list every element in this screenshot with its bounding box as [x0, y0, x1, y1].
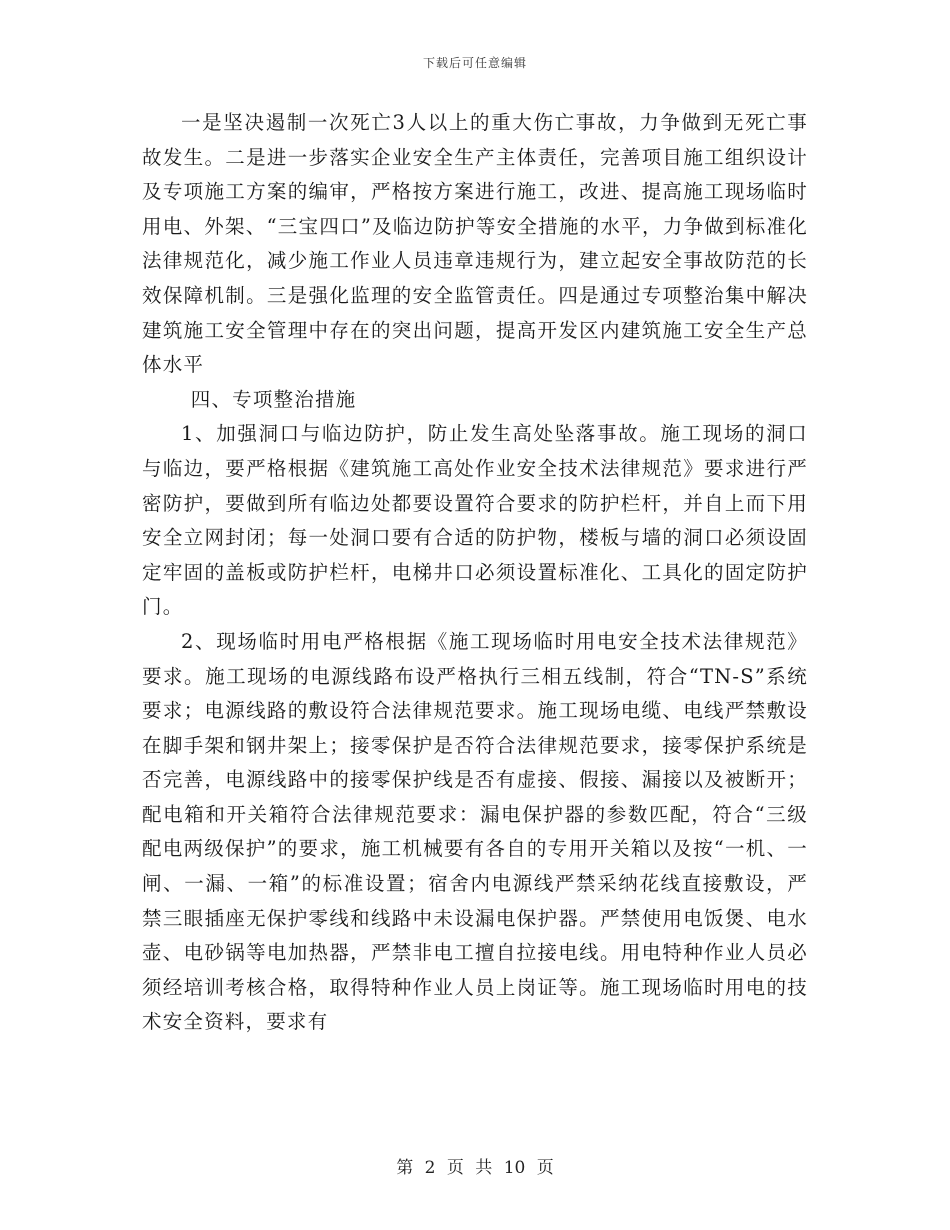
page-header-note: 下载后可任意编辑: [422, 56, 527, 70]
document-body: [142, 106, 808, 1040]
paragraph-goals: 一是坚决遏制一次死亡3人以上的重大伤亡事故，力争做到无死亡事故发生。二是进一步落实企业安全生产主体责任，完善项目施工组织设计及专项施工方案的编审，严格按方案进行施工，改进、提高施工现场临时用电、外架、“三宝四口”及临边防护等安全措施的水平，力争做到标准化法律规范化，减少施工作业人员违章违规行为，建立起安全事故防范的长效保障机制。三是强化监理的安全监管责任。四是通过专项整治集中解决建筑施工安全管理中存在的突出问题，提高开发区内建筑施工安全生产总体水平: [142, 111, 808, 377]
page-number: 第 2 页 共 10 页: [396, 1158, 554, 1178]
section-heading: 四、专项整治措施: [190, 387, 357, 411]
paragraph-measure-2: 2、现场临时用电严格根据《施工现场临时用电安全技术法律规范》要求。施工现场的电源线路布设严格执行三相五线制，符合“TN-S”系统要求；电源线路的敷设符合法律规范要求。施工现场电缆、电线严禁敷设在脚手架和钢井架上；接零保护是否符合法律规范要求，接零保护系统是否完善，电源线路中的接零保护线是否有虚接、假接、漏接以及被断开；配电箱和开关箱符合法律规范要求：漏电保护器的参数匹配，符合“三级配电两级保护”的要求，施工机械要有各自的专用开关箱以及按“一机、一闸、一漏、一箱”的标准设置；宿舍内电源线严禁采纳花线直接敷设，严禁三眼插座无保护零线和线路中未设漏电保护器。严禁使用电饭煲、电水壶、电砂锅等电加热器，严禁非电工擅自拉接电线。用电特种作业人员必须经培训考核合格，取得特种作业人员上岗证等。施工现场临时用电的技术安全资料，要求有: [142, 629, 808, 1034]
paragraph-measure-1: 1、加强洞口与临边防护，防止发生高处坠落事故。施工现场的洞口与临边，要严格根据《建筑施工高处作业安全技术法律规范》要求进行严密防护，要做到所有临边处都要设置符合要求的防护栏杆，并自上而下用安全立网封闭；每一处洞口要有合适的防护物，楼板与墙的洞口必须设固定牢固的盖板或防护栏杆，电梯井口必须设置标准化、工具化的固定防护门。: [142, 422, 808, 619]
